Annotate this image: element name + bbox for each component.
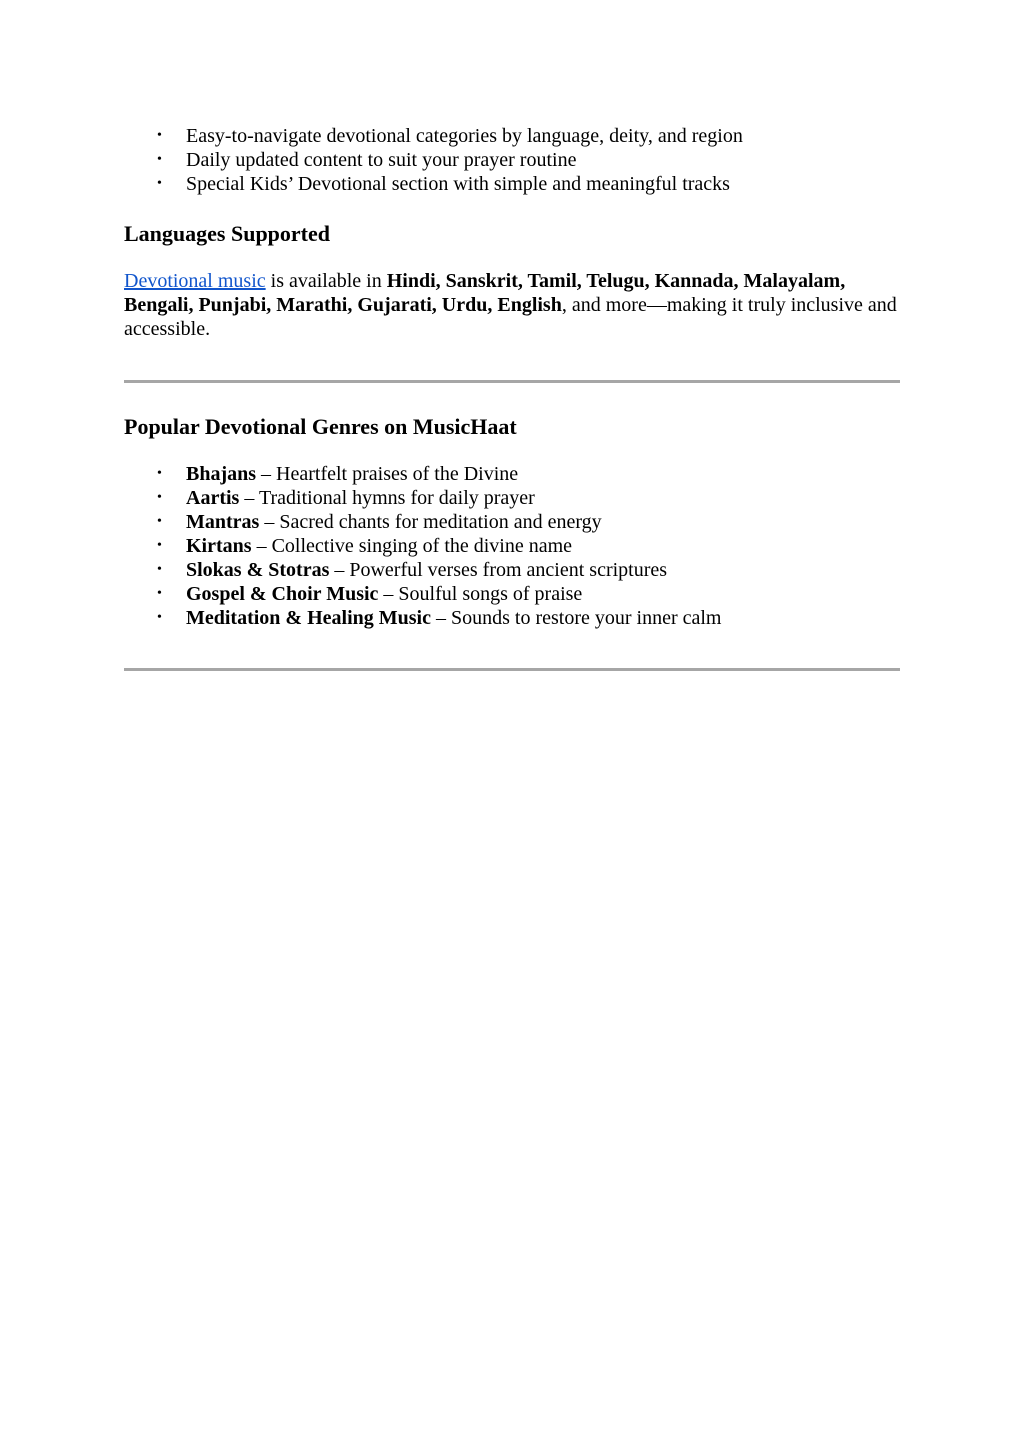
features-list: [124, 124, 900, 196]
bullet-icon: •: [157, 490, 162, 505]
genre-name: Slokas & Stotras: [186, 559, 330, 581]
list-item: [124, 510, 900, 534]
devotional-music-link[interactable]: Devotional music: [124, 270, 266, 292]
genre-name: Gospel & Choir Music: [186, 583, 379, 605]
list-item: [124, 606, 900, 630]
bullet-icon: •: [157, 586, 162, 601]
genre-desc: – Sacred chants for meditation and energy: [259, 511, 602, 533]
languages-text-after: , and more—making it truly inclusive and accessible.: [124, 294, 897, 340]
genres-heading: Popular Devotional Genres on MusicHaat: [124, 414, 517, 439]
bullet-icon: •: [157, 562, 162, 577]
list-item: [124, 124, 900, 148]
languages-text-before: is available in: [265, 270, 387, 292]
languages-list: Hindi, Sanskrit, Tamil, Telugu, Kannada, Malayalam, Bengali, Punjabi, Marathi, Gujarati, Urdu, English: [124, 270, 846, 316]
list-item: [124, 462, 900, 486]
genre-desc: – Heartfelt praises of the Divine: [256, 463, 519, 485]
divider: [124, 380, 900, 383]
list-item: [124, 582, 900, 606]
bullet-icon: •: [157, 466, 162, 481]
bullet-icon: •: [157, 514, 162, 529]
genre-name: Aartis: [186, 487, 240, 509]
feature-text: Daily updated content to suit your prayer routine: [186, 149, 577, 171]
list-item: [124, 534, 900, 558]
list-item: [124, 148, 900, 172]
genre-name: Meditation & Healing Music: [186, 607, 431, 629]
list-item: [124, 172, 900, 196]
genre-desc: – Soulful songs of praise: [378, 583, 583, 605]
genre-name: Mantras: [186, 511, 260, 533]
bullet-icon: •: [157, 610, 162, 625]
bullet-icon: •: [157, 538, 162, 553]
feature-text: Easy-to-navigate devotional categories by language, deity, and region: [186, 125, 743, 147]
genre-desc: – Powerful verses from ancient scriptures: [329, 559, 668, 581]
document-page: [124, 124, 900, 671]
genre-desc: – Traditional hymns for daily prayer: [239, 487, 535, 509]
divider: [124, 668, 900, 671]
genre-desc: – Collective singing of the divine name: [251, 535, 573, 557]
languages-heading: Languages Supported: [124, 221, 331, 246]
genre-desc: – Sounds to restore your inner calm: [430, 607, 722, 629]
list-item: [124, 558, 900, 582]
languages-paragraph: [124, 269, 900, 341]
bullet-icon: •: [157, 128, 162, 143]
bullet-icon: •: [157, 176, 162, 191]
genres-list: [124, 462, 900, 630]
list-item: [124, 486, 900, 510]
bullet-icon: •: [157, 152, 162, 167]
genre-name: Bhajans: [186, 463, 257, 485]
feature-text: Special Kids’ Devotional section with simple and meaningful tracks: [186, 173, 730, 195]
genre-name: Kirtans: [186, 535, 252, 557]
